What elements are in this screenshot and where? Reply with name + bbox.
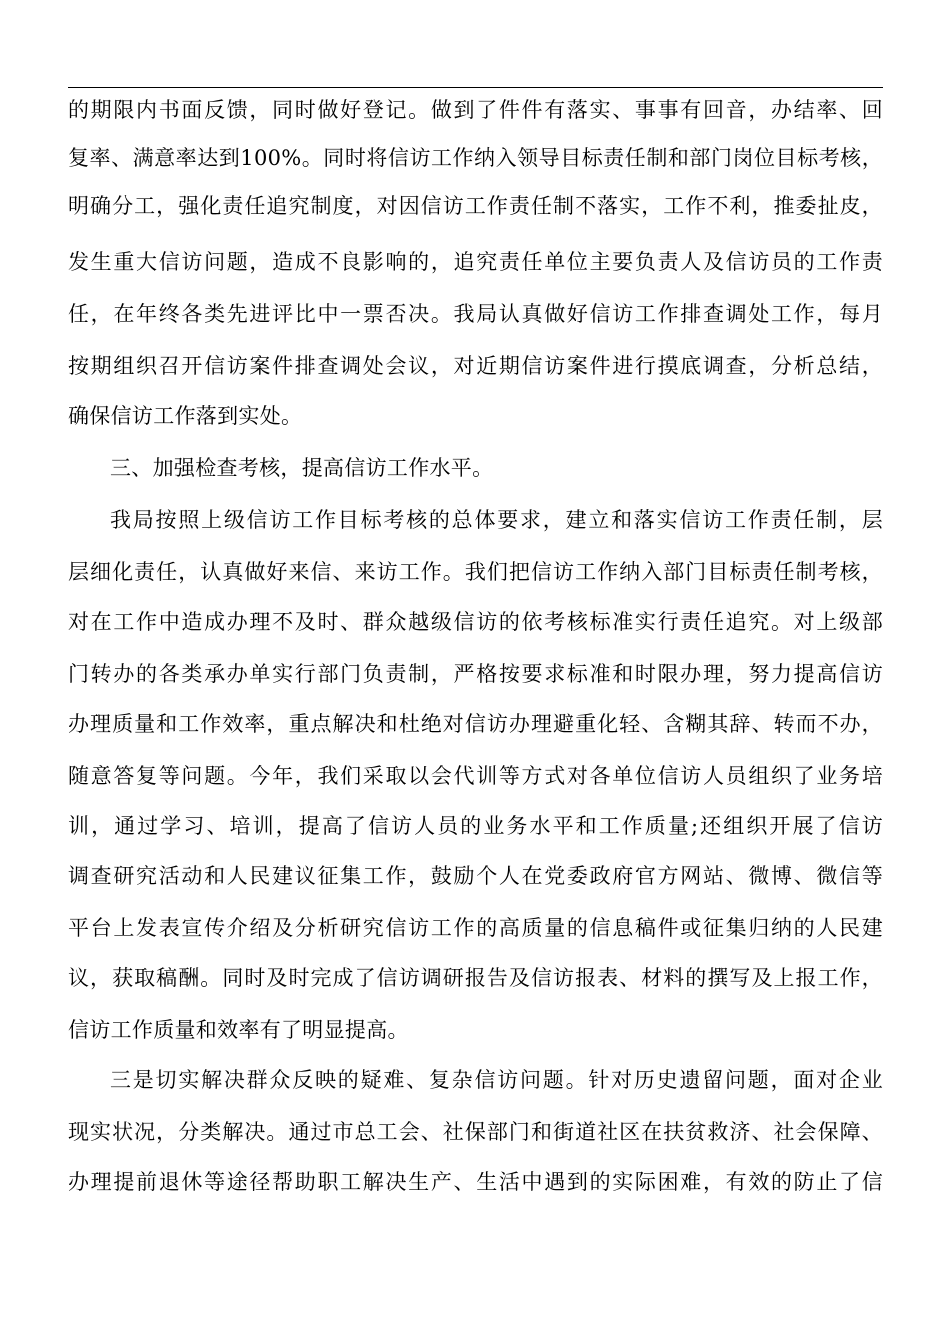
text-line: 对在工作中造成办理不及时、群众越级信访的依考核标准实行责任追究。对上级部	[68, 610, 883, 634]
text-line: 按期组织召开信访案件排查调处会议，对近期信访案件进行摸底调查，分析总结，	[68, 354, 883, 378]
text-line: 议，获取稿酬。同时及时完成了信访调研报告及信访报表、材料的撰写及上报工作，	[68, 966, 883, 990]
text-line: 现实状况，分类解决。通过市总工会、社保部门和街道社区在扶贫救济、社会保障、	[68, 1120, 883, 1144]
text-line: 复率、满意率达到100%。同时将信访工作纳入领导目标责任制和部门岗位目标考核，	[68, 146, 883, 170]
text-line: 明确分工，强化责任追究制度，对因信访工作责任制不落实，工作不利，推委扯皮，	[68, 194, 883, 218]
text-line: 确保信访工作落到实处。	[68, 404, 303, 428]
text-line: 随意答复等问题。今年，我们采取以会代训等方式对各单位信访人员组织了业务培	[68, 764, 883, 788]
text-line: 的期限内书面反馈，同时做好登记。做到了件件有落实、事事有回音，办结率、回	[68, 98, 883, 122]
text-line: 平台上发表宣传介绍及分析研究信访工作的高质量的信息稿件或征集归纳的人民建	[68, 916, 883, 940]
header-rule	[68, 87, 883, 88]
text-line: 三是切实解决群众反映的疑难、复杂信访问题。针对历史遗留问题，面对企业	[110, 1068, 883, 1092]
text-line: 调查研究活动和人民建议征集工作，鼓励个人在党委政府官方网站、微博、微信等	[68, 864, 883, 888]
text-line: 任，在年终各类先进评比中一票否决。我局认真做好信访工作排查调处工作，每月	[68, 302, 883, 326]
text-line: 信访工作质量和效率有了明显提高。	[68, 1018, 409, 1042]
section-heading: 三、加强检查考核，提高信访工作水平。	[110, 456, 494, 480]
text-line: 门转办的各类承办单实行部门负责制，严格按要求标准和时限办理，努力提高信访	[68, 662, 883, 686]
text-line: 办理质量和工作效率，重点解决和杜绝对信访办理避重化轻、含糊其辞、转而不办，	[68, 712, 883, 736]
text-line: 层细化责任，认真做好来信、来访工作。我们把信访工作纳入部门目标责任制考核，	[68, 560, 883, 584]
text-line: 办理提前退休等途径帮助职工解决生产、生活中遇到的实际困难，有效的防止了信	[68, 1170, 883, 1194]
text-line: 训，通过学习、培训，提高了信访人员的业务水平和工作质量;还组织开展了信访	[68, 814, 883, 838]
text-line: 发生重大信访问题，造成不良影响的，追究责任单位主要负责人及信访员的工作责	[68, 250, 883, 274]
text-line: 我局按照上级信访工作目标考核的总体要求，建立和落实信访工作责任制，层	[110, 508, 883, 532]
